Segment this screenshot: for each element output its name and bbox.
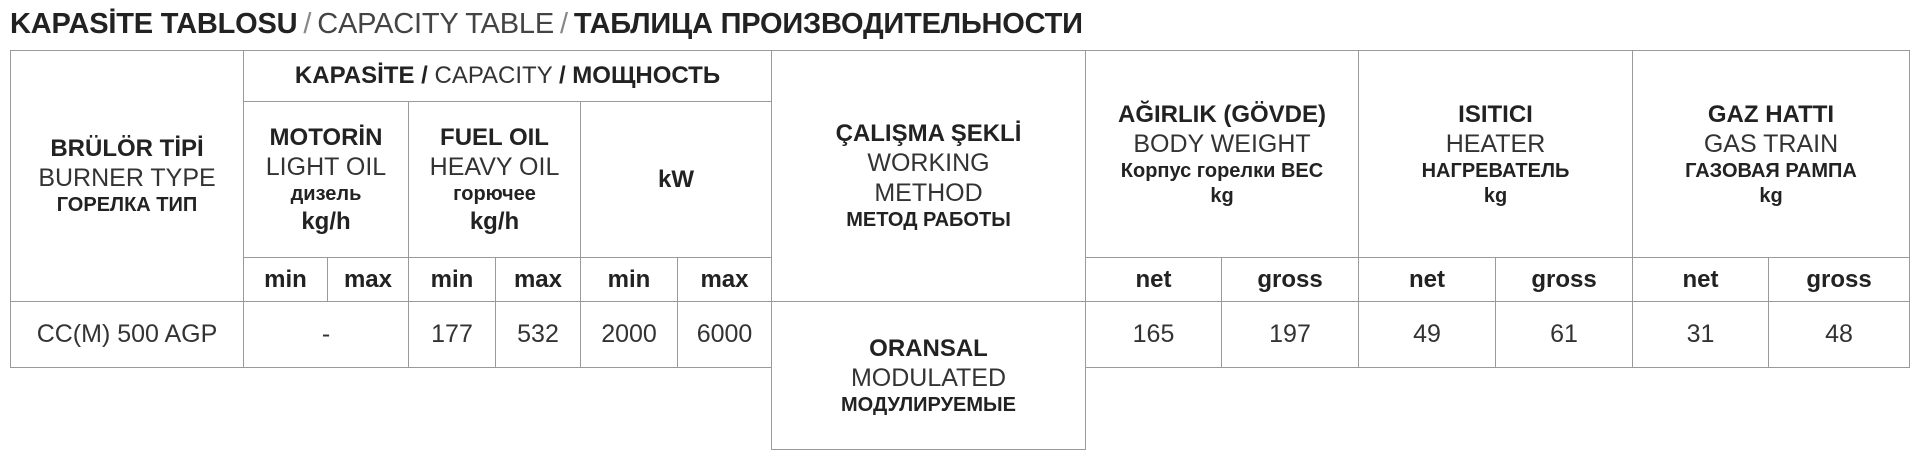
fueloil-unit: kg/h (469, 208, 520, 235)
page-title (10, 4, 1083, 44)
capacity-en: CAPACITY (434, 62, 553, 89)
method-en-1: WORKING (867, 149, 990, 177)
cell-motorin: - (243, 301, 409, 368)
header-motorin-max: max (327, 257, 409, 302)
header-gas-gross: gross (1768, 257, 1910, 302)
header-fuel-oil (408, 101, 581, 258)
header-kw-max: max (677, 257, 772, 302)
header-weight-gross: gross (1221, 257, 1359, 302)
header-capacity (243, 50, 772, 102)
method-value-ru: МОДУЛИРУЕМЫЕ (841, 393, 1016, 416)
header-kw-min: min (580, 257, 678, 302)
cell-working-method (771, 301, 1086, 450)
title-ru: ТАБЛИЦА ПРОИЗВОДИТЕЛЬНОСТИ (573, 8, 1083, 40)
header-gas-train (1632, 50, 1910, 258)
cell-gas-gross: 48 (1768, 301, 1910, 368)
weight-tr: AĞIRLIK (GÖVDE) (1118, 100, 1326, 128)
cell-model: CC(M) 500 AGP (10, 301, 244, 368)
header-heater-net: net (1358, 257, 1496, 302)
cell-kw-max: 6000 (677, 301, 772, 368)
motorin-unit: kg/h (301, 208, 351, 235)
header-fueloil-max: max (495, 257, 581, 302)
gas-ru: ГАЗОВАЯ РАМПА (1685, 159, 1857, 182)
fueloil-ru: горючее (453, 183, 536, 205)
motorin-ru: дизель (290, 183, 362, 205)
burner-type-tr: BRÜLÖR TİPİ (50, 135, 204, 162)
cell-fueloil-min: 177 (408, 301, 496, 368)
header-motorin (243, 101, 409, 258)
header-motorin-min: min (243, 257, 328, 302)
fueloil-en: HEAVY OIL (429, 153, 560, 181)
header-working-method (771, 50, 1086, 302)
title-separator-2: / (560, 8, 568, 40)
gas-tr: GAZ HATTI (1707, 100, 1835, 128)
weight-en: BODY WEIGHT (1133, 129, 1311, 158)
motorin-tr: MOTORİN (269, 124, 383, 151)
header-heater (1358, 50, 1633, 258)
header-body-weight (1085, 50, 1359, 258)
weight-unit: kg (1210, 184, 1234, 207)
capacity-tr: KAPASİTE / (294, 62, 428, 89)
cell-fueloil-max: 532 (495, 301, 581, 368)
header-heater-gross: gross (1495, 257, 1633, 302)
capacity-ru: / МОЩНОСТЬ (558, 62, 721, 89)
fueloil-tr: FUEL OIL (440, 124, 549, 151)
kw-label: kW (658, 166, 694, 193)
header-fueloil-min: min (408, 257, 496, 302)
method-en-2: METHOD (874, 179, 983, 207)
header-burner-type (10, 50, 244, 302)
heater-en: HEATER (1445, 129, 1546, 158)
burner-type-ru: ГОРЕЛКА ТИП (56, 194, 198, 216)
cell-heater-gross: 61 (1495, 301, 1633, 368)
weight-ru: Корпус горелки ВЕС (1120, 159, 1324, 182)
cell-heater-net: 49 (1358, 301, 1496, 368)
method-value-tr: ORANSAL (869, 334, 988, 362)
heater-unit: kg (1483, 184, 1508, 207)
cell-weight-net: 165 (1085, 301, 1222, 368)
burner-type-en: BURNER TYPE (38, 164, 216, 192)
header-weight-net: net (1085, 257, 1222, 302)
heater-ru: НАГРЕВАТЕЛЬ (1421, 159, 1570, 182)
title-tr: KAPASİTE TABLOSU (10, 8, 298, 40)
method-value-en: MODULATED (850, 363, 1007, 392)
title-separator-1: / (303, 8, 312, 40)
cell-kw-min: 2000 (580, 301, 678, 368)
method-tr: ÇALIŞMA ŞEKLİ (835, 120, 1022, 147)
header-gas-net: net (1632, 257, 1769, 302)
gas-unit: kg (1759, 184, 1783, 207)
heater-tr: ISITICI (1458, 100, 1533, 128)
motorin-en: LIGHT OIL (265, 153, 387, 181)
gas-en: GAS TRAIN (1703, 129, 1839, 158)
method-ru: МЕТОД РАБОТЫ (846, 209, 1011, 231)
cell-weight-gross: 197 (1221, 301, 1359, 368)
header-kw (580, 101, 772, 258)
cell-gas-net: 31 (1632, 301, 1769, 368)
title-en: CAPACITY TABLE (317, 8, 555, 40)
